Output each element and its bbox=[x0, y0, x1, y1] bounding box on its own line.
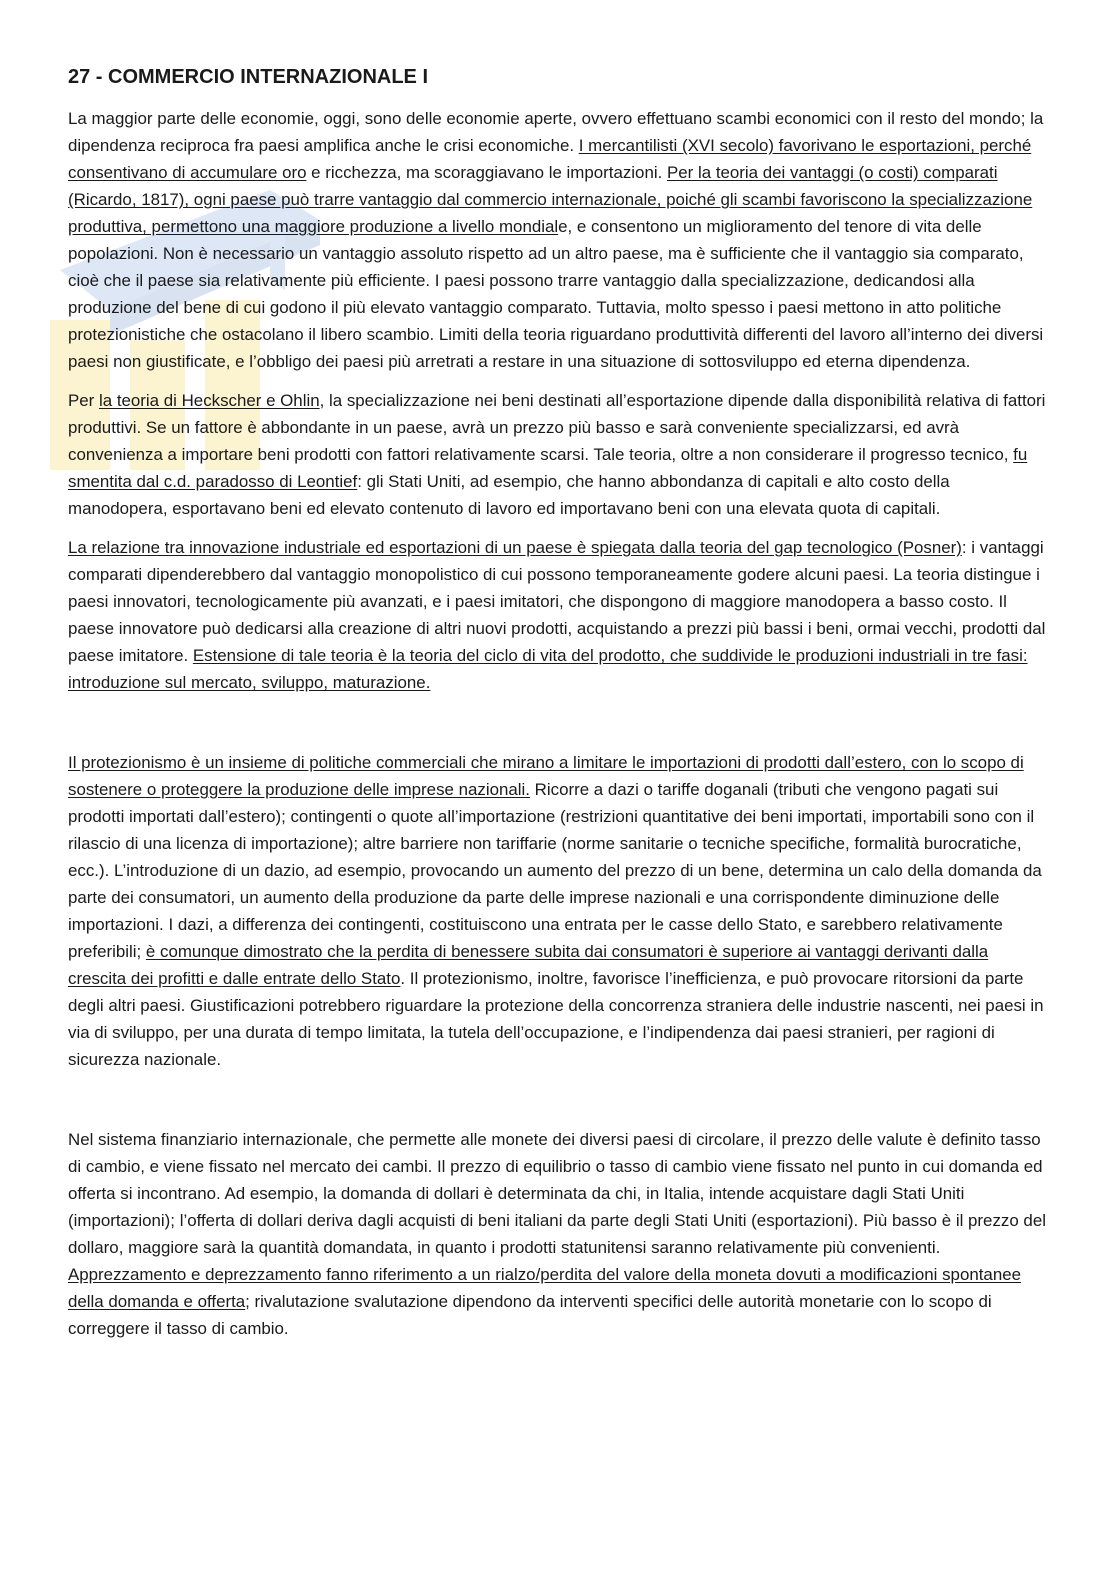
text-run: , la specializzazione nei beni destinati all’esportazione dipende dalla disponibilità relativa di fattori produttivi. Se un fattore è abbondante in un paese, avrà un prezzo più basso e sarà conveniente specializzarsi, ed avrà convenienza a importare beni prodotti con fattori relativamente scarsi. Tale teoria, oltre a non considerare il progresso tecnico, bbox=[68, 391, 1046, 464]
text-run: La maggior parte delle economie, oggi, sono delle economie aperte, ovvero effettuano scambi economici con il resto del mondo; la dipendenza reciproca fra paesi amplifica anche le crisi economiche. bbox=[68, 109, 1044, 155]
document-title: 27 - COMMERCIO INTERNAZIONALE I bbox=[68, 66, 429, 88]
text-run: Per bbox=[68, 391, 99, 410]
text-run: Nel sistema finanziario internazionale, che permette alle monete dei diversi paesi di circolare, il prezzo delle valute è definito tasso di cambio, e viene fissato nel mercato dei cambi. Il prezzo di equilibrio o tasso di cambio viene fissato nel punto in cui domanda ed offerta si incontrano. Ad esempio, la domanda di dollari è determinata da chi, in Italia, intende acquistare dagli Stati Uniti (importazioni); l’offerta di dollari deriva dagli acquisti di beni italiani da parte degli Stati Uniti (esportazioni). Più basso è il prezzo del dollaro, maggiore sarà la quantità domandata, in quanto i prodotti statunitensi saranno relativamente più convenienti. bbox=[68, 1130, 1046, 1257]
underlined-text-run: Il protezionismo è un insieme di politiche commerciali che mirano a limitare le importazioni di prodotti dall’estero, con lo scopo di sostenere o proteggere la produzione delle imprese nazionali. bbox=[68, 753, 1024, 799]
underlined-text-run: La relazione tra innovazione industriale ed esportazioni di un paese è spiegata dalla teoria del gap tecnologico (Posner) bbox=[68, 538, 962, 557]
text-run: : i vantaggi comparati dipenderebbero dal vantaggio monopolistico di cui possono temporaneamente godere alcuni paesi. La teoria distingue i paesi innovatori, tecnologicamente più avanzati, e i paesi imitatori, che dispongono di maggiore manodopera a basso costo. Il paese innovatore può dedicarsi alla creazione di altri nuovi prodotti, acquistando a prezzi più bassi i beni, ormai vecchi, prodotti dal paese imitatore. bbox=[68, 538, 1046, 665]
underlined-text-run: è comunque dimostrato che la perdita di benessere subita dai consumatori è superiore ai vantaggi derivanti dalla crescita dei profitti e dalle entrate dello Stato bbox=[68, 942, 989, 988]
text-run: . Il protezionismo, inoltre, favorisce l’inefficienza, e può provocare ritorsioni da parte degli altri paesi. Giustificazioni potrebbero riguardare la protezione della concorrenza straniera delle industrie nascenti, nei paesi in via di sviluppo, per una durata di tempo limitata, la tutela dell’occupazione, e l’indipendenza dai paesi stranieri, per ragioni di sicurezza nazionale. bbox=[68, 969, 1044, 1069]
text-run: ; rivalutazione svalutazione dipendono da interventi specifici delle autorità monetarie con lo scopo di correggere il tasso di cambio. bbox=[68, 1292, 992, 1338]
underlined-text-run: Per la teoria dei vantaggi (o costi) comparati (Ricardo, 1817), ogni paese può trarre vantaggio dal commercio internazionale, poiché gli scambi favoriscono la specializzazione produttiva, permettono una maggiore produzione a livello mondial bbox=[68, 163, 1033, 236]
underlined-text-run: Estensione di tale teoria è la teoria del ciclo di vita del prodotto, che suddivide le produzioni industriali in tre fasi: introduzione sul mercato, sviluppo, maturazione. bbox=[68, 646, 1028, 692]
text-run: Ricorre a dazi o tariffe doganali (tributi che vengono pagati sui prodotti importati dall’estero); contingenti o quote all’importazione (restrizioni quantitative dei beni importati, importabili sono con il rilascio di una licenza di importazione); altre barriere non tariffarie (norme sanitarie o tecniche specifiche, formalità burocratiche, ecc.). L’introduzione di un dazio, ad esempio, provocando un aumento del prezzo di un bene, determina un calo della domanda da parte dei consumatori, un aumento della produzione da parte delle imprese nazionali e una corrispondente diminuzione delle importazioni. I dazi, a differenza dei contingenti, costituiscono una entrata per le casse dello Stato, e sarebbero relativamente preferibili; bbox=[68, 780, 1042, 961]
underlined-text-run: Apprezzamento e deprezzamento fanno riferimento a un rialzo/perdita del valore della moneta dovuti a modificazioni spontanee della domanda e offerta bbox=[68, 1265, 1022, 1311]
paragraph-protectionism bbox=[68, 749, 1048, 1073]
document-page bbox=[68, 66, 1048, 1342]
paragraph-technology-gap bbox=[68, 534, 1048, 696]
text-run: e ricchezza, ma scoraggiavano le importazioni. bbox=[306, 163, 667, 182]
underlined-text-run: fu smentita dal c.d. paradosso di Leontief bbox=[68, 445, 1028, 491]
paragraph-exchange-rate bbox=[68, 1126, 1048, 1342]
paragraph-heckscher-ohlin bbox=[68, 387, 1048, 522]
underlined-text-run: I mercantilisti (XVI secolo) favorivano le esportazioni, perché consentivano di accumulare oro bbox=[68, 136, 1032, 182]
text-run: e, e consentono un miglioramento del tenore di vita delle popolazioni. Non è necessario un vantaggio assoluto rispetto ad un altro paese, ma è sufficiente che il vantaggio sia comparato, cioè che il paese sia relativamente più efficiente. I paesi possono trarre vantaggio dalla specializzazione, dedicandosi alla produzione del bene di cui godono il più elevato vantaggio comparato. Tuttavia, molto spesso i paesi mettono in atto politiche protezionistiche che ostacolano il libero scambio. Limiti della teoria riguardano produttività differenti del lavoro all’interno dei diversi paesi non giustificate, e l’obbligo dei paesi più arretrati a restare in una situazione di sottosviluppo ed eterna dipendenza. bbox=[68, 217, 1044, 371]
underlined-text-run: la teoria di Heckscher e Ohlin bbox=[98, 391, 320, 410]
paragraph-comparative-advantage bbox=[68, 105, 1048, 375]
text-run: : gli Stati Uniti, ad esempio, che hanno abbondanza di capitali e alto costo della manodopera, esportavano beni ed elevato contenuto di lavoro ed importavano beni con una elevata quota di capitali. bbox=[68, 472, 950, 518]
